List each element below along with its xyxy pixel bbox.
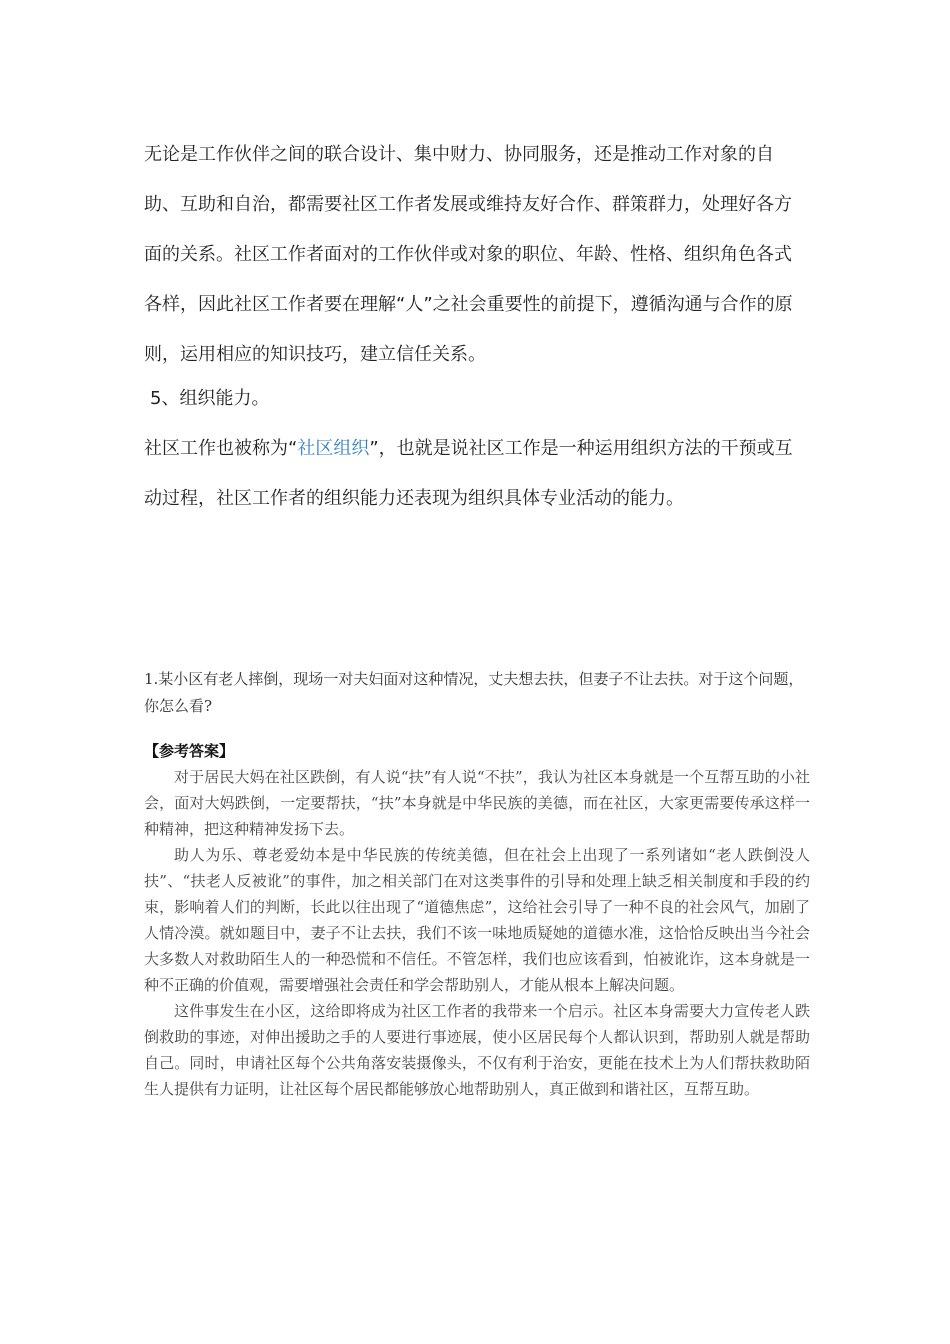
paragraph-text-before-link: 社区工作也被称为“ [144,438,298,459]
answer-paragraph: 这件事发生在小区，这给即将成为社区工作者的我带来一个启示。社区本身需要大力宣传老人跌倒救助的事迹，对伸出援助之手的人要进行事迹展，使小区居民每个人都认识到，帮助别人就是帮助自己。同时，申请社区每个公共角落安装摄像头，不仅有利于治安，更能在技术上为人们帮扶救助陌生人提供有力证明，让社区每个居民都能够放心地帮助别人，真正做到和谐社区，互帮互助。 [144,1002,810,1098]
intro-section [144,130,809,380]
heading-organizing-ability: 5、组织能力。 [150,388,270,409]
paragraph-community-organization [144,424,809,524]
paragraph-text-after-link: ”，也就是说社区工作是一种运用组织方法的干预或互动过程，社区工作者的组织能力还表现为组织具体专业活动的能力。 [144,438,793,509]
question-text: 1.某小区有老人摔倒，现场一对夫妇面对这种情况，丈夫想去扶，但妻子不让去扶。对于这个问题，你怎么看? [144,670,804,715]
answer-paragraph: 对于居民大妈在社区跌倒，有人说“扶”有人说“不扶”，我认为社区本身就是一个互帮互助的小社会，面对大妈跌倒，一定要帮扶，“扶”本身就是中华民族的美德，而在社区，大家更需要传承这样一种精神，把这种精神发扬下去。 [144,768,810,838]
organizing-section [144,424,809,524]
paragraph-cooperation: 无论是工作伙伴之间的联合设计、集中财力、协同服务，还是推动工作对象的自助、互助和自治，都需要社区工作者发展或维持友好合作、群策群力，处理好各方面的关系。社区工作者面对的工作伙伴或对象的职位、年龄、性格、组织角色各式各样，因此社区工作者要在理解“人”之社会重要性的前提下，遵循沟通与合作的原则，运用相应的知识技巧，建立信任关系。 [144,144,793,365]
community-organization-link[interactable]: 社区组织 [297,438,370,459]
answer-body [144,764,810,1102]
answer-title: 【参考答案】 [144,742,235,760]
answer-paragraph: 助人为乐、尊老爱幼本是中华民族的传统美德，但在社会上出现了一系列诸如“老人跌倒没人扶”、“扶老人反被讹”的事件，加之相关部门在对这类事件的引导和处理上缺乏相关制度和手段的约束，影响着人们的判断，长此以往出现了“道德焦虑”，这给社会引导了一种不良的社会风气，加剧了人情冷漠。就如题目中，妻子不让去扶，我们不该一味地质疑她的道德水准，这恰恰反映出当今社会大多数人对救助陌生人的一种恐慌和不信任。不管怎样，我们也应该看到，怕被讹诈，这本身就是一种不正确的价值观，需要增强社会责任和学会帮助别人，才能从根本上解决问题。 [144,846,810,994]
